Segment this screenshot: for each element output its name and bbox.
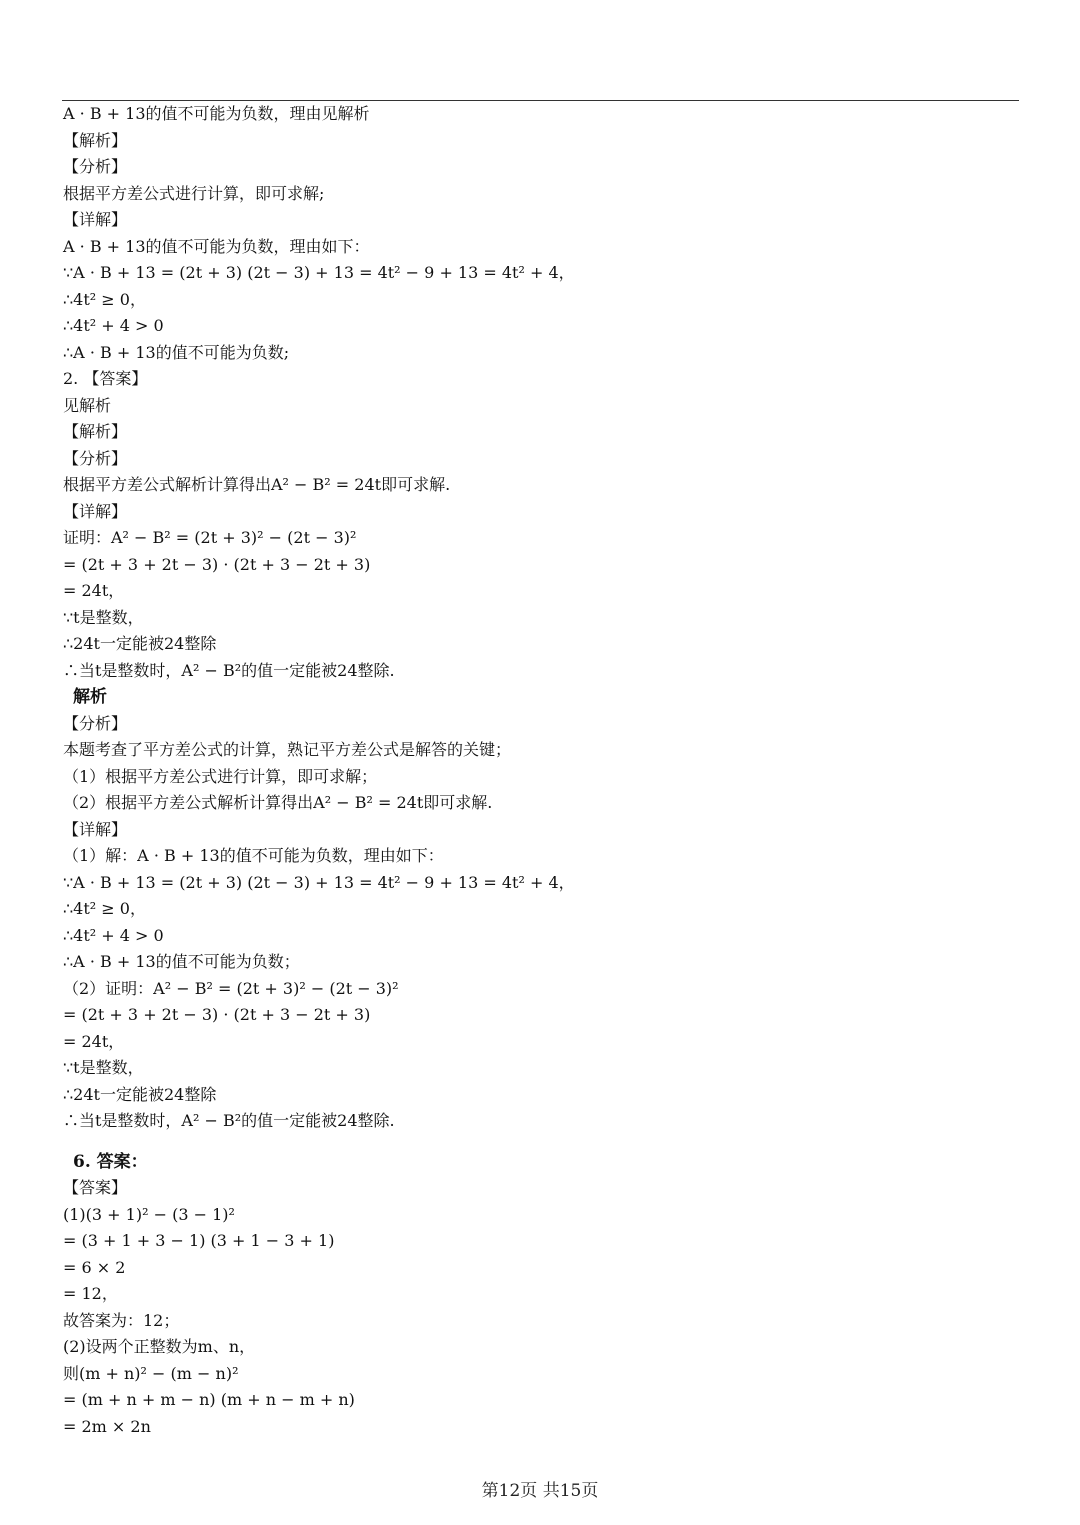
section-heading: 解析	[73, 687, 107, 707]
text-line: 【答案】	[63, 1178, 128, 1197]
text-line: 【分析】	[63, 157, 128, 176]
text-line: ∴4t² + 4 > 0	[63, 925, 164, 945]
text-line: 见解析	[63, 395, 112, 415]
text-line: ∴A · B + 13的值不可能为负数；	[63, 952, 300, 971]
text-line: 【分析】	[63, 713, 128, 733]
text-line: ∵A · B + 13 = (2t + 3) (2t − 3) + 13 = 4t² − 9 + 13 = 4t² + 4，	[63, 263, 575, 282]
text-line: ∴24t一定能被24整除	[63, 634, 217, 653]
text-line: 【解析】	[63, 422, 128, 441]
text-line: ∴4t² + 4 > 0	[63, 316, 164, 335]
text-line: ∴24t一定能被24整除	[63, 1084, 217, 1104]
text-line: 【详解】	[63, 501, 128, 521]
text-line: 【详解】	[63, 819, 128, 839]
text-line: 2. 【答案】	[63, 369, 148, 388]
text-line: （1）解：A · B + 13的值不可能为负数，理由如下：	[63, 846, 444, 865]
text-line: = 2m × 2n	[63, 1416, 151, 1436]
text-line: = (2t + 3 + 2t − 3) · (2t + 3 − 2t + 3)	[63, 1005, 371, 1024]
text-line: （1）根据平方差公式进行计算，即可求解；	[63, 766, 378, 786]
text-line: (1)(3 + 1)² − (3 − 1)²	[63, 1204, 235, 1224]
text-line: 根据平方差公式解析计算得出A² − B² = 24t即可求解.	[63, 475, 451, 494]
text-line: = (3 + 1 + 3 − 1) (3 + 1 − 3 + 1)	[63, 1231, 335, 1250]
text-line: ∴当t是整数时，A² − B²的值一定能被24整除.	[63, 660, 395, 680]
text-line: ∴4t² ≥ 0，	[63, 899, 146, 918]
text-line: (2)设两个正整数为m、n，	[63, 1337, 256, 1356]
text-line: 证明：A² − B² = (2t + 3)² − (2t − 3)²	[63, 528, 357, 547]
text-line: A · B + 13的值不可能为负数，理由如下：	[63, 236, 370, 256]
text-line: （2）根据平方差公式解析计算得出A² − B² = 24t即可求解.	[63, 793, 493, 812]
text-line: 【解析】	[63, 130, 128, 150]
text-line: ∵t是整数，	[63, 1058, 144, 1077]
text-line: = 24t，	[63, 581, 125, 600]
text-line: 本题考查了平方差公式的计算，熟记平方差公式是解答的关键；	[63, 740, 512, 759]
text-line: ∴A · B + 13的值不可能为负数;	[63, 342, 290, 362]
text-line: （2）证明：A² − B² = (2t + 3)² − (2t − 3)²	[63, 978, 399, 998]
text-line: ∴当t是整数时，A² − B²的值一定能被24整除.	[63, 1111, 395, 1130]
text-line: 故答案为：12；	[63, 1310, 180, 1330]
section-heading: 6. 答案：	[73, 1151, 148, 1172]
text-line: ∴4t² ≥ 0，	[63, 289, 146, 309]
text-line: ∵t是整数，	[63, 607, 144, 627]
text-line: ∵A · B + 13 = (2t + 3) (2t − 3) + 13 = 4t² − 9 + 13 = 4t² + 4，	[63, 872, 575, 892]
text-line: = 12，	[63, 1284, 118, 1303]
page-footer: 第12页 共15页	[481, 1481, 599, 1501]
text-line: 则(m + n)² − (m − n)²	[63, 1363, 239, 1383]
document-body	[63, 101, 1020, 1440]
text-line: = 6 × 2	[63, 1257, 126, 1277]
text-line: = 24t，	[63, 1031, 125, 1051]
text-line: 【分析】	[63, 448, 128, 468]
text-line: A · B + 13的值不可能为负数，理由见解析	[63, 104, 370, 123]
text-line: 【详解】	[63, 210, 128, 229]
text-line: = (m + n + m − n) (m + n − m + n)	[63, 1390, 355, 1409]
text-line: = (2t + 3 + 2t − 3) · (2t + 3 − 2t + 3)	[63, 554, 371, 574]
text-line: 根据平方差公式进行计算，即可求解;	[63, 183, 325, 203]
